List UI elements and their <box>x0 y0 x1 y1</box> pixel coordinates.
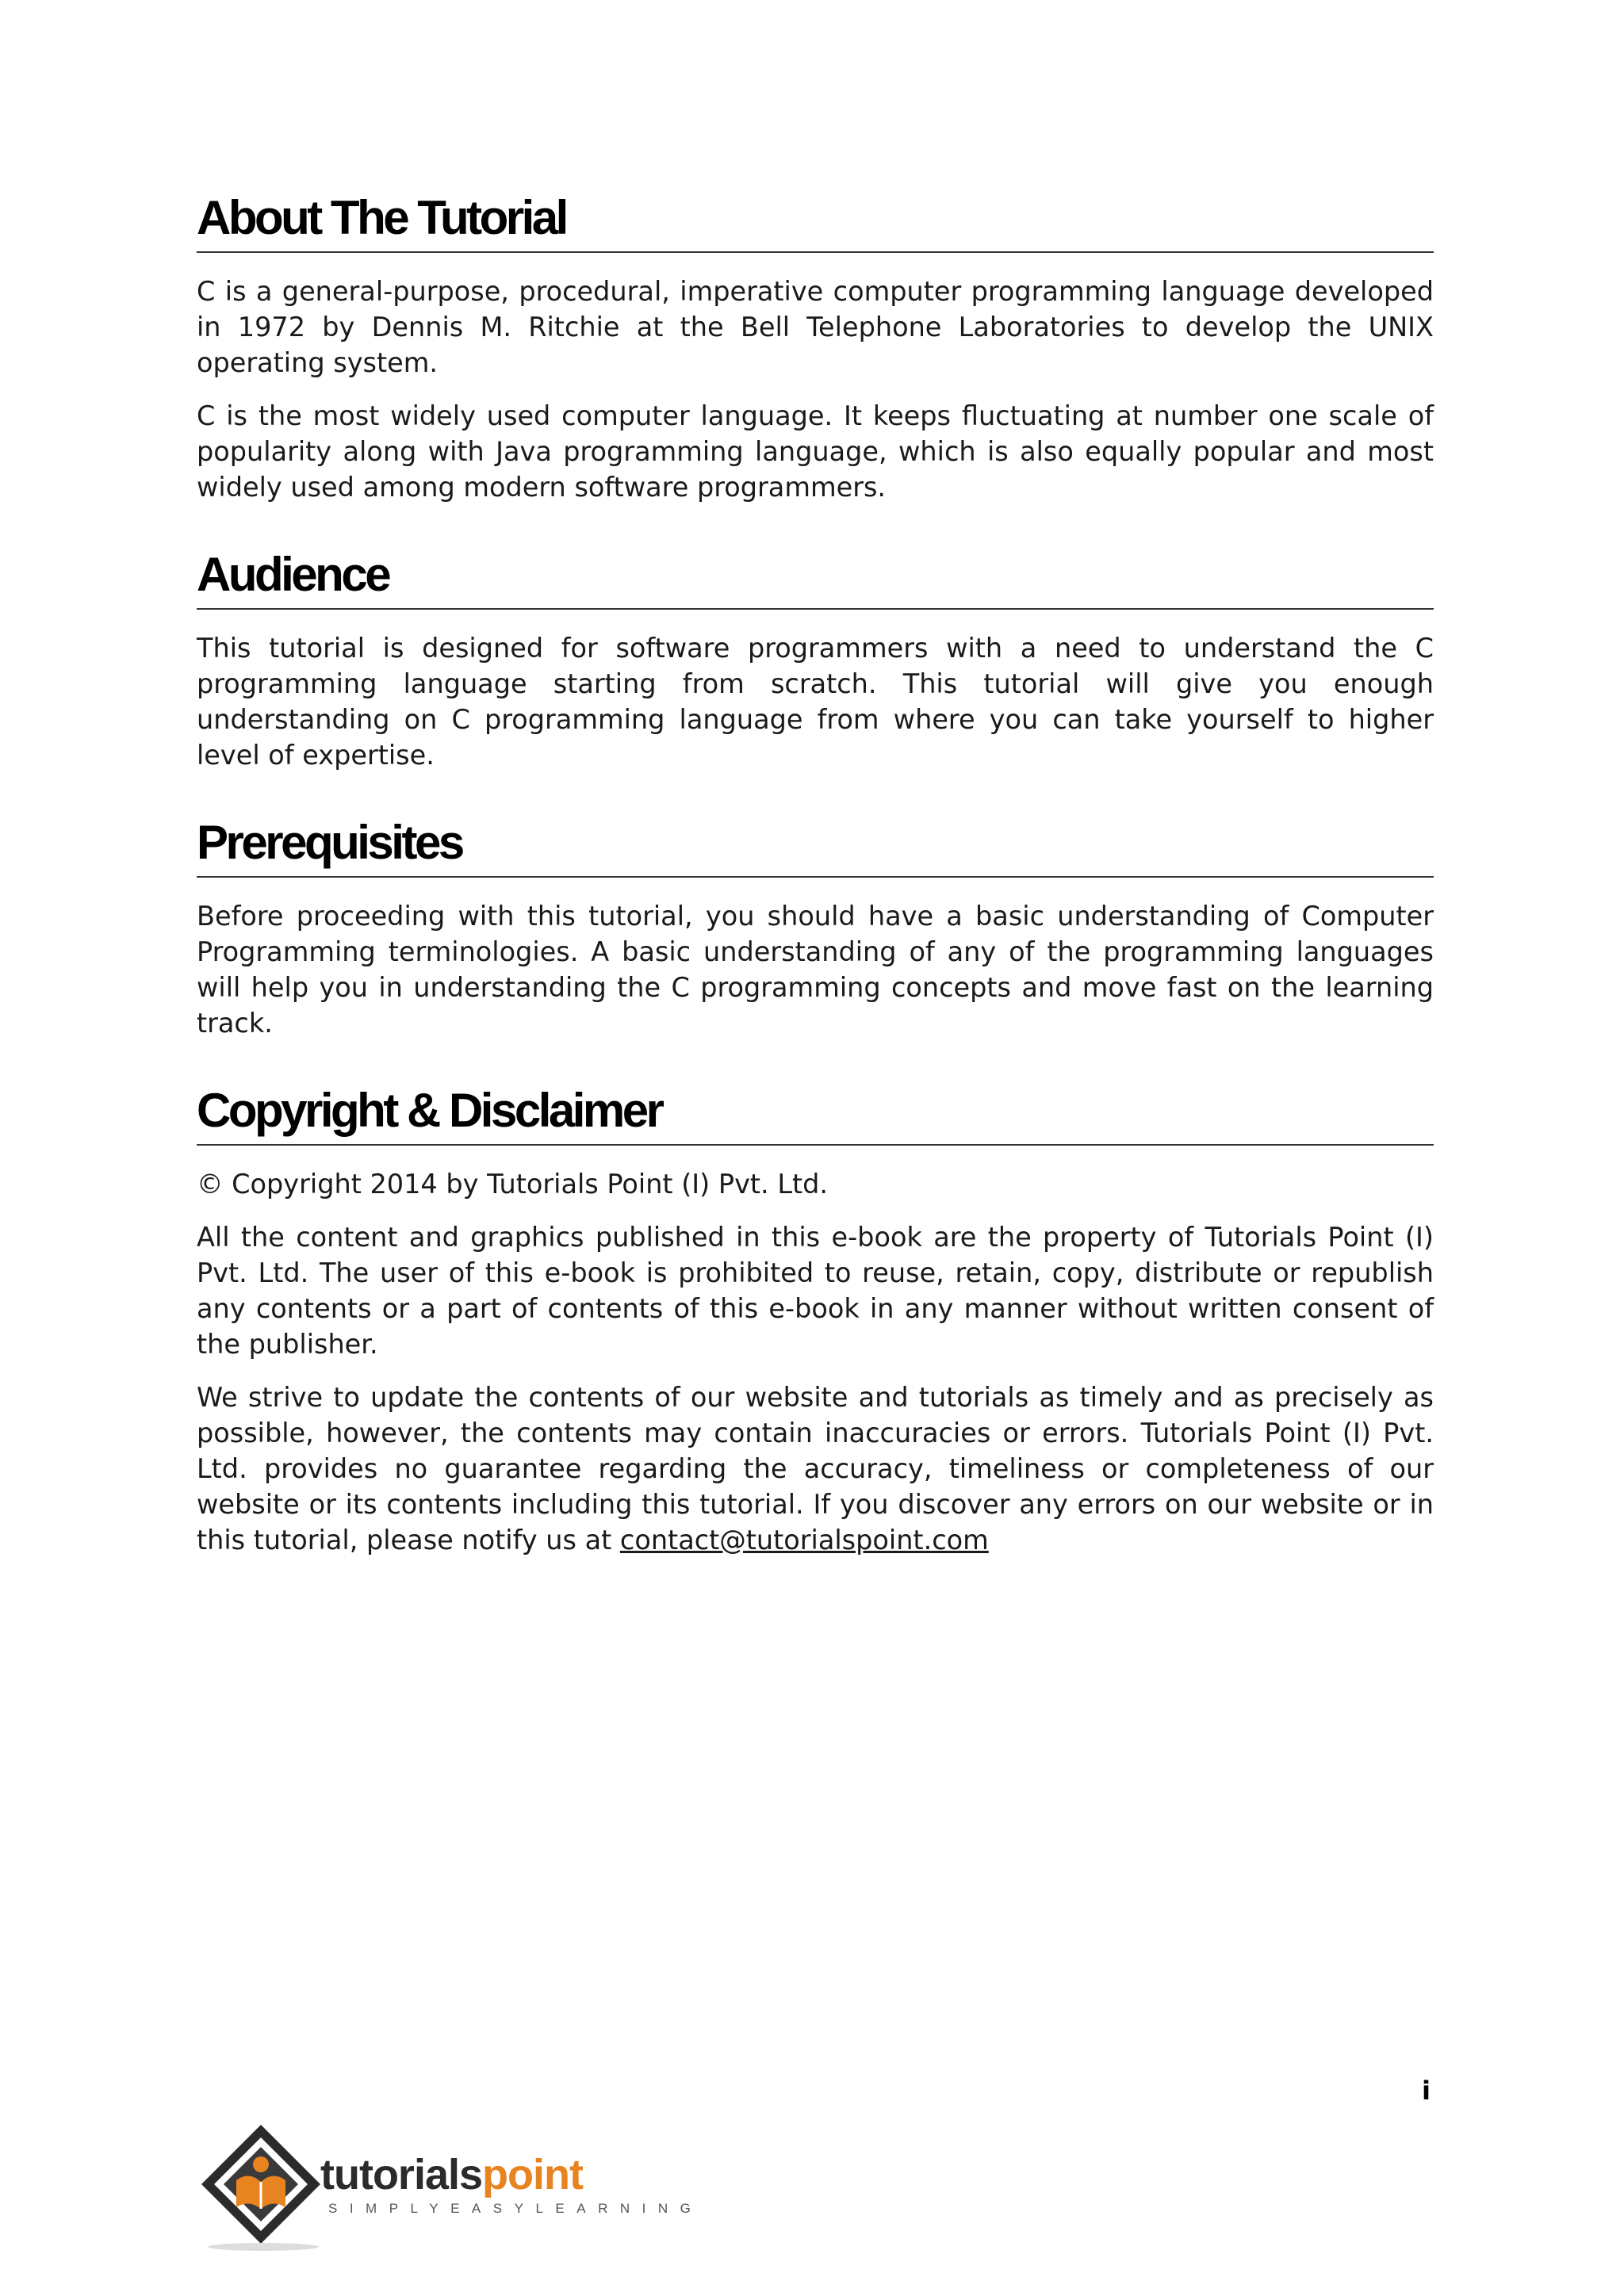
section-copyright <box>197 1084 1434 1558</box>
section-audience <box>197 548 1434 773</box>
paragraph: All the content and graphics published in this e-book are the property of Tutorials Point (I) Pvt. Ltd. The user of this e-book is prohibited to reuse, retain, copy, distribute or republish any contents or a part of contents of this e-book in any manner without written consent of the publisher. <box>197 1222 1434 1360</box>
paragraph: C is a general-purpose, procedural, imperative computer programming language developed in 1972 by Dennis M. Ritchie at the Bell Telephone Laboratories to develop the UNIX operating system. <box>197 276 1434 378</box>
logo-wordmark <box>320 2153 583 2196</box>
section-prerequisites <box>197 816 1434 1041</box>
tutorialspoint-logo-icon <box>193 2118 328 2253</box>
paragraph: Before proceeding with this tutorial, you should have a basic understanding of Computer Programming terminologies. A basic understanding of any of the programming languages will help you in understanding the C programming concepts and move fast on the learning track. <box>197 901 1434 1039</box>
paragraph: This tutorial is designed for software programmers with a need to understand the C programming language starting from scratch. This tutorial will give you enough understanding on C programming language from where you can take yourself to higher level of expertise. <box>197 633 1434 771</box>
page-content <box>197 191 1434 1558</box>
section-heading-audience: Audience <box>197 551 1434 610</box>
paragraph-contact-text: We strive to update the contents of our website and tutorials as timely and as precisely as possible, however, the contents may contain inaccuracies or errors. Tutorials Point (I) Pvt. Ltd. provides no guarantee regarding the accuracy, timeliness or completeness of our website or its contents including this tutorial. If you discover any errors on our website or in this tutorial, please notify us at <box>197 1382 1434 1556</box>
contact-email-link[interactable]: contact@tutorialspoint.com <box>619 1525 989 1556</box>
copyright-line: © Copyright 2014 by Tutorials Point (I) Pvt. Ltd. <box>197 1169 829 1200</box>
section-about <box>197 191 1434 505</box>
logo-word-tutorials: tutorials <box>320 2151 483 2198</box>
tutorialspoint-logo <box>193 2118 703 2261</box>
logo-word-point: point <box>482 2151 583 2198</box>
paragraph-contact <box>197 1380 1434 1558</box>
section-heading-prerequisites: Prerequisites <box>197 819 1434 878</box>
page-number: i <box>1422 2076 1431 2106</box>
section-heading-about: About The Tutorial <box>197 194 1434 253</box>
paragraph: C is the most widely used computer language. It keeps fluctuating at number one scale of popularity along with Java programming language, which is also equally popular and most widely used among modern software programmers. <box>197 400 1434 503</box>
section-heading-copyright: Copyright & Disclaimer <box>197 1087 1434 1146</box>
logo-tagline: SIMPLYEASYLEARNING <box>328 2201 703 2216</box>
